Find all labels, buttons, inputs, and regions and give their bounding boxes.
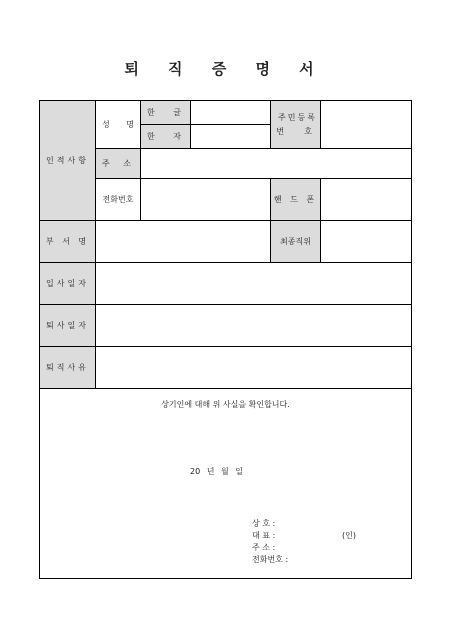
address-line xyxy=(252,542,292,554)
personal-info-section-label: 인적사항 xyxy=(40,101,96,221)
issue-date: 20 년 월 일 xyxy=(190,467,243,476)
leave-reason-field[interactable] xyxy=(96,347,412,389)
confirmation-statement: 상기인에 대해 위 사실을 확인합니다. xyxy=(161,400,290,409)
certification-area xyxy=(40,389,412,579)
name-hangul-field[interactable] xyxy=(191,101,271,125)
document-title: 퇴 직 증 명 서 xyxy=(124,60,326,78)
join-date-field[interactable] xyxy=(96,263,412,305)
name-hanja-label: 한 자 xyxy=(141,125,191,149)
mobile-field[interactable] xyxy=(321,179,412,221)
leave-date-field[interactable] xyxy=(96,305,412,347)
representative-line xyxy=(252,530,292,542)
certificate-form xyxy=(39,100,412,579)
issuer-phone-label: 전화번호 : xyxy=(252,555,289,564)
leave-date-label: 퇴사일자 xyxy=(40,305,96,347)
join-date-label: 입사일자 xyxy=(40,263,96,305)
issuer-info xyxy=(252,518,292,566)
phone-line xyxy=(252,554,292,566)
rrn-field[interactable] xyxy=(321,101,412,149)
address-field[interactable] xyxy=(141,149,412,179)
phone-field[interactable] xyxy=(141,179,271,221)
department-field[interactable] xyxy=(96,221,271,263)
address-label: 주 소 xyxy=(96,149,141,179)
phone-label: 전화번호 xyxy=(96,179,141,221)
final-position-label: 최종직위 xyxy=(271,221,321,263)
representative-label: 대 표 : xyxy=(252,531,276,540)
company-label: 상 호 : xyxy=(252,519,276,528)
department-label: 부 서 명 xyxy=(40,221,96,263)
mobile-label: 핸 드 폰 xyxy=(271,179,321,221)
rrn-label: 주민등록 번 호 xyxy=(271,101,321,149)
name-hanja-field[interactable] xyxy=(191,125,271,149)
seal-mark: (인) xyxy=(342,531,356,540)
company-line xyxy=(252,518,292,530)
final-position-field[interactable] xyxy=(321,221,412,263)
leave-reason-label: 퇴직사유 xyxy=(40,347,96,389)
name-hangul-label: 한 글 xyxy=(141,101,191,125)
issuer-address-label: 주 소 : xyxy=(252,543,276,552)
name-label-cell: 성 명 xyxy=(96,101,141,149)
